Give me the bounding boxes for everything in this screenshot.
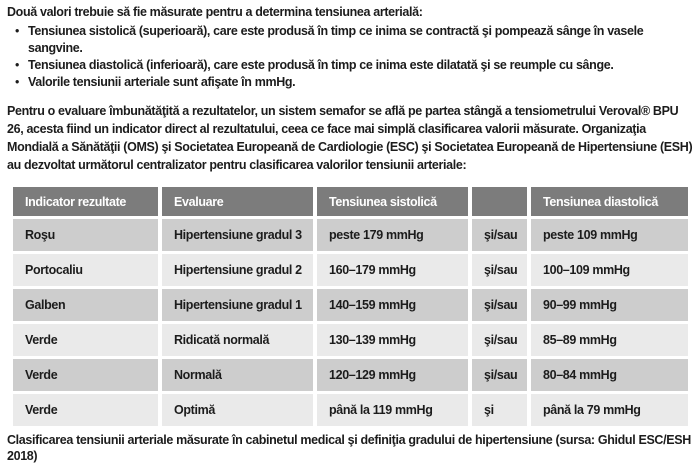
- header-cell-indicator: Indicator rezultate: [13, 187, 158, 216]
- cell-evaluare: Normală: [162, 359, 313, 391]
- cell-conjunctie: şi/sau: [472, 219, 527, 251]
- cell-sistolica: 140–159 mmHg: [317, 289, 468, 321]
- bullet-list: [7, 23, 693, 91]
- blood-pressure-table: [13, 187, 688, 426]
- bullet-icon: •: [15, 24, 20, 38]
- list-item: [7, 57, 693, 74]
- cell-indicator: Verde: [13, 394, 158, 426]
- cell-sistolica: 130–139 mmHg: [317, 324, 468, 356]
- bullet-text: Tensiunea sistolică (superioară), care este produsă în timp ce inima se contractă şi pompează sânge în vasele sangvine.: [28, 24, 644, 55]
- intro-heading: Două valori trebuie să fie măsurate pentru a determina tensiunea arterială:: [7, 5, 423, 19]
- cell-diastolica: până la 79 mmHg: [531, 394, 688, 426]
- list-item: [7, 74, 693, 91]
- cell-conjunctie: şi/sau: [472, 324, 527, 356]
- cell-sistolica: 160–179 mmHg: [317, 254, 468, 286]
- header-cell-sistolica: Tensiunea sistolică: [317, 187, 468, 216]
- cell-diastolica: 90–99 mmHg: [531, 289, 688, 321]
- cell-evaluare: Hipertensiune gradul 2: [162, 254, 313, 286]
- header-cell-evaluare: Evaluare: [162, 187, 313, 216]
- cell-evaluare: Hipertensiune gradul 1: [162, 289, 313, 321]
- cell-evaluare: Optimă: [162, 394, 313, 426]
- cell-indicator: Verde: [13, 359, 158, 391]
- cell-indicator: Portocaliu: [13, 254, 158, 286]
- cell-indicator: Verde: [13, 324, 158, 356]
- bullet-text: Valorile tensiunii arteriale sunt afişate în mmHg.: [28, 75, 296, 89]
- list-item: [7, 23, 693, 57]
- table-caption: Clasificarea tensiunii arteriale măsurate în cabinetul medical şi definiţia gradului de hipertensiune (sursa: Ghidul ESC/ESH 2018): [7, 433, 691, 463]
- cell-diastolica: 85–89 mmHg: [531, 324, 688, 356]
- cell-sistolica: 120–129 mmHg: [317, 359, 468, 391]
- cell-conjunctie: şi: [472, 394, 527, 426]
- cell-sistolica: până la 119 mmHg: [317, 394, 468, 426]
- cell-indicator: Roşu: [13, 219, 158, 251]
- cell-sistolica: peste 179 mmHg: [317, 219, 468, 251]
- cell-diastolica: 100–109 mmHg: [531, 254, 688, 286]
- bullet-icon: •: [15, 58, 20, 72]
- cell-diastolica: peste 109 mmHg: [531, 219, 688, 251]
- bullet-icon: •: [15, 75, 20, 89]
- cell-diastolica: 80–84 mmHg: [531, 359, 688, 391]
- cell-conjunctie: şi/sau: [472, 289, 527, 321]
- header-cell-diastolica: Tensiunea diastolică: [531, 187, 688, 216]
- cell-conjunctie: şi/sau: [472, 359, 527, 391]
- cell-evaluare: Ridicată normală: [162, 324, 313, 356]
- cell-indicator: Galben: [13, 289, 158, 321]
- cell-conjunctie: şi/sau: [472, 254, 527, 286]
- body-paragraph: Pentru o evaluare îmbunătăţită a rezultatelor, un sistem semafor se află pe partea stângă a tensiometrului Veroval® BPU 26, acesta fiind un indicator direct al rezultatului, ceea ce face mai simplă clasificarea valorii măsurate. Organizaţia Mondială a Sănătăţii (OMS) şi Societatea Europeană de Cardiologie (ESC) şi Societatea Europeană de Hipertensiune (ESH) au dezvoltat următorul centralizator pentru clasificarea valorilor tensiunii arteriale:: [7, 104, 693, 172]
- cell-evaluare: Hipertensiune gradul 3: [162, 219, 313, 251]
- bullet-text: Tensiunea diastolică (inferioară), care este produsă în timp ce inima este dilatată şi se reumple cu sânge.: [28, 58, 614, 72]
- header-cell-empty: [472, 187, 527, 216]
